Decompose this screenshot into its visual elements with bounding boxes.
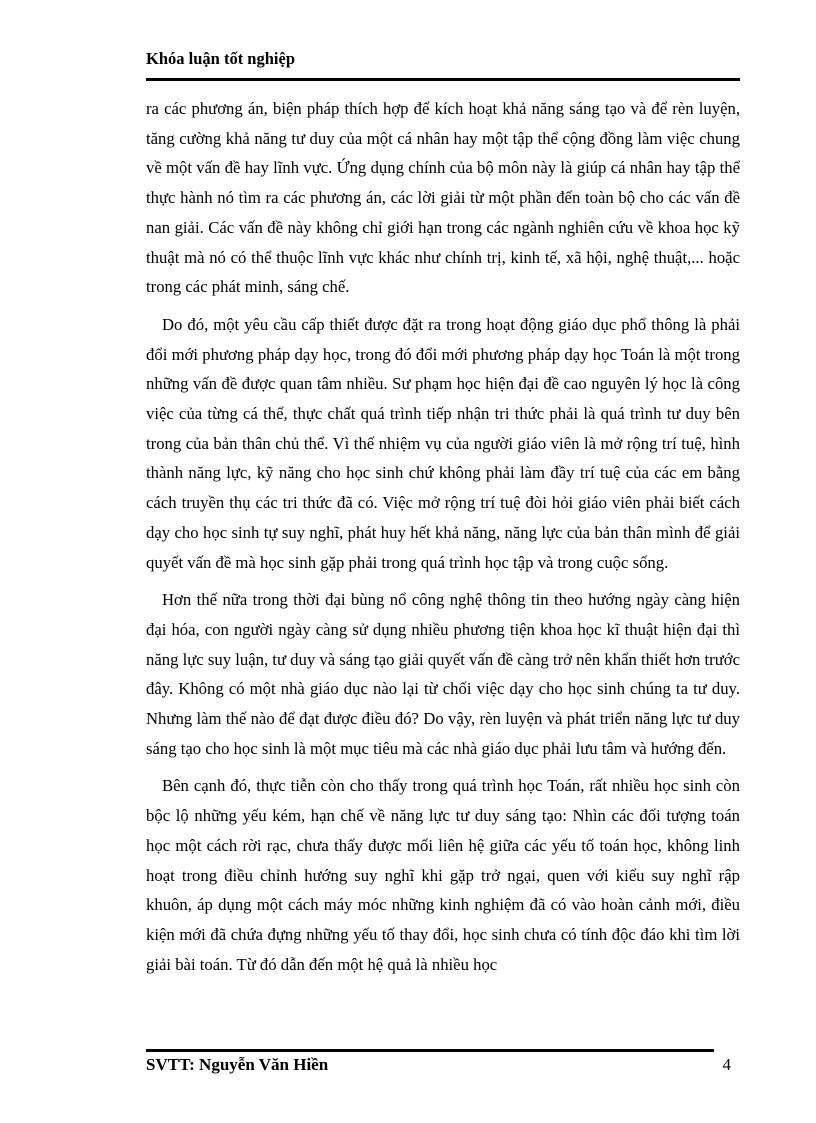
page-footer <box>146 1053 740 1077</box>
paragraph: Bên cạnh đó, thực tiễn còn cho thấy trong quá trình học Toán, rất nhiều học sinh còn bộc lộ những yếu kém, hạn chế về năng lực tư duy sáng tạo: Nhìn các đối tượng toán học một cách rời rạc, chưa thấy được mối liên hệ giữa các yếu tố toán học, không linh hoạt trong điều chỉnh hướng suy nghĩ khi gặp trở ngại, quen với kiểu suy nghĩ rập khuôn, áp dụng một cách máy móc những kinh nghiệm đã có vào hoàn cảnh mới, điều kiện mới đã chứa đựng những yếu tố thay đổi, học sinh chưa có tính độc đáo khi tìm lời giải bài toán. Từ đó dẫn đến một hệ quả là nhiều học <box>146 776 740 974</box>
paragraph: Do đó, một yêu cầu cấp thiết được đặt ra trong hoạt động giáo dục phổ thông là phải đổi mới phương pháp dạy học, trong đó đổi mới phương pháp dạy học Toán là một trong những vấn đề được quan tâm nhiều. Sư phạm học hiện đại đề cao nguyên lý học là công việc của từng cá thể, thực chất quá trình tiếp nhận tri thức phải là quá trình tư duy bên trong của bản thân chủ thể. Vì thế nhiệm vụ của người giáo viên là mở rộng trí tuệ, hình thành năng lực, kỹ năng cho học sinh chứ không phải làm đầy trí tuệ của các em bằng cách truyền thụ các tri thức đã có. Việc mở rộng trí tuệ đòi hỏi giáo viên phải biết cách dạy cho học sinh tự suy nghĩ, phát huy hết khả năng, năng lực của bản thân mình để giải quyết vấn đề mà học sinh gặp phải trong quá trình học tập và trong cuộc sống. <box>146 314 740 572</box>
footer-divider <box>146 1049 714 1052</box>
document-title: Khóa luận tốt nghiệp <box>146 49 295 68</box>
page-header <box>146 48 740 70</box>
header-divider <box>146 78 740 81</box>
document-body <box>146 94 740 987</box>
footer-author: SVTT: Nguyễn Văn Hiền <box>146 1055 329 1074</box>
page-number: 4 <box>722 1055 731 1074</box>
paragraph: ra các phương án, biện pháp thích hợp để kích hoạt khả năng sáng tạo và để rèn luyện, tăng cường khả năng tư duy của một cá nhân hay một tập thể cộng đồng làm việc chung về một vấn đề hay lĩnh vực. Ứng dụng chính của bộ môn này là giúp cá nhân hay tập thể thực hành nó tìm ra các phương án, các lời giải từ một phần đến toàn bộ cho các vấn đề nan giải. Các vấn đề này không chỉ giới hạn trong các ngành nghiên cứu về khoa học kỹ thuật mà nó có thể thuộc lĩnh vực khác như chính trị, kinh tế, xã hội, nghệ thuật,... hoặc trong các phát minh, sáng chế. <box>146 99 740 297</box>
paragraph: Hơn thế nữa trong thời đại bùng nổ công nghệ thông tin theo hướng ngày càng hiện đại hóa, con người ngày càng sử dụng nhiều phương tiện khoa học kĩ thuật hiện đại thì năng lực suy luận, tư duy và sáng tạo giải quyết vấn đề càng trở nên khẩn thiết hơn trước đây. Không có một nhà giáo dục nào lại từ chối việc dạy cho học sinh chúng ta tư duy. Nhưng làm thế nào để đạt được điều đó? Do vậy, rèn luyện và phát triển năng lực tư duy sáng tạo cho học sinh là một mục tiêu mà các nhà giáo dục phải lưu tâm và hướng đến. <box>146 590 740 758</box>
